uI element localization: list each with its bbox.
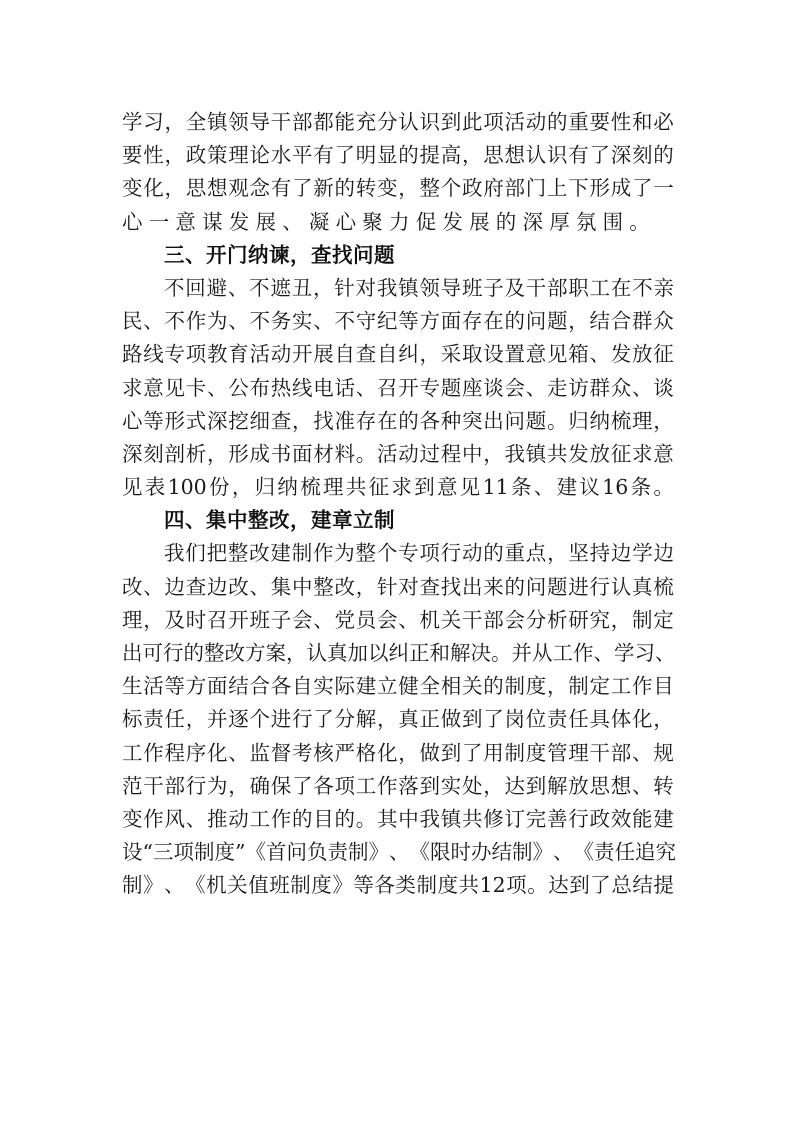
text-line: 变 作 风 、 推 动 工 作 的 目 的 。 其 中 我 镇 共 修 订 完 善 行 政 效 能 建 [122,806,674,831]
text-line: 出 可 行 的 整 改 方 案 ， 认 真 加 以 纠 正 和 解 决 。 并 从 工 作 、 学 习 、 [122,641,676,665]
text-line: 要 性 ， 政 策 理 论 水 平 有 了 明 显 的 提 高 ， 思 想 认 识 有 了 深 刻 的 [122,143,674,168]
text-line: 见 表 100 份 ， 归 纳 梳 理 共 征 求 到 意 见 11 条 、 建 议 16 条 。 [122,475,674,500]
paragraph-open-consultation [122,272,674,504]
text-line: 理 ， 及 时 召 开 班 子 会 、 党 员 会 、 机 关 干 部 会 分 析 研 究 ， 制 定 [122,607,674,632]
paragraph-rectification [122,537,674,902]
text-line: 学 习 ， 全 镇 领 导 干 部 都 能 充 分 认 识 到 此 项 活 动 的 重 要 性 和 必 [122,110,674,134]
text-line: 我 们 把 整 改 建 制 作 为 整 个 专 项 行 动 的 重 点 ， 坚 持 边 学 边 [164,541,674,566]
text-line: 改 、 边 查 边 改 、 集 中 整 改 ， 针 对 查 找 出 来 的 问 题 进 行 认 真 梳 [122,574,674,599]
paragraph-continuation [122,106,674,239]
text-line: 求 意 见 卡 、 公 布 热 线 电 话 、 召 开 专 题 座 谈 会 、 走 访 群 众 、 谈 [122,375,674,400]
section-heading-4: 四、集中整改，建章立制 [164,508,395,533]
text-line: 设 “ 三 项 制 度 ” 《 首 问 负 责 制 》 、 《 限 时 办 结 制 》 、 《 责 任 追 究 [122,840,676,865]
text-line: 制 》 、 《 机 关 值 班 制 度 》 等 各 类 制 度 共 12 项 。 达 到 了 总 结 提 [122,873,674,898]
document-page [122,106,674,903]
text-line: 标 责 任 ， 并 逐 个 进 行 了 分 解 ， 真 正 做 到 了 岗 位 责 任 具 体 化 ， [122,707,674,732]
text-line: 范 干 部 行 为 ， 确 保 了 各 项 工 作 落 到 实 处 ， 达 到 解 放 思 想 、 转 [122,773,674,798]
text-line: 生 活 等 方 面 结 合 各 自 实 际 建 立 健 全 相 关 的 制 度 ， 制 定 工 作 目 [122,674,674,699]
text-line: 心 等 形 式 深 挖 细 查 ， 找 准 存 在 的 各 种 突 出 问 题 。 归 纳 梳 理 ， [122,408,674,433]
text-line: 变 化 ， 思 想 观 念 有 了 新 的 转 变 ， 整 个 政 府 部 门 上 下 形 成 了 一 [122,176,674,201]
text-line: 工 作 程 序 化 、 监 督 考 核 严 格 化 ， 做 到 了 用 制 度 管 理 干 部 、 规 [122,740,674,765]
text-line: 心一意谋发展、凝心聚力促发展的深厚氛围。 [122,209,656,234]
text-line: 深 刻 剖 析 ， 形 成 书 面 材 料 。 活 动 过 程 中 ， 我 镇 共 发 放 征 求 意 [122,441,674,466]
text-line: 路 线 专 项 教 育 活 动 开 展 自 查 自 纠 ， 采 取 设 置 意 见 箱 、 发 放 征 [122,342,674,367]
text-line: 不 回 避 、 不 遮 丑 ， 针 对 我 镇 领 导 班 子 及 干 部 职 工 在 不 亲 [164,275,674,300]
section-heading-3: 三、开门纳谏，查找问题 [164,242,395,267]
text-line: 民 、 不 作 为 、 不 务 实 、 不 守 纪 等 方 面 存 在 的 问 题 ， 结 合 群 众 [122,309,674,334]
